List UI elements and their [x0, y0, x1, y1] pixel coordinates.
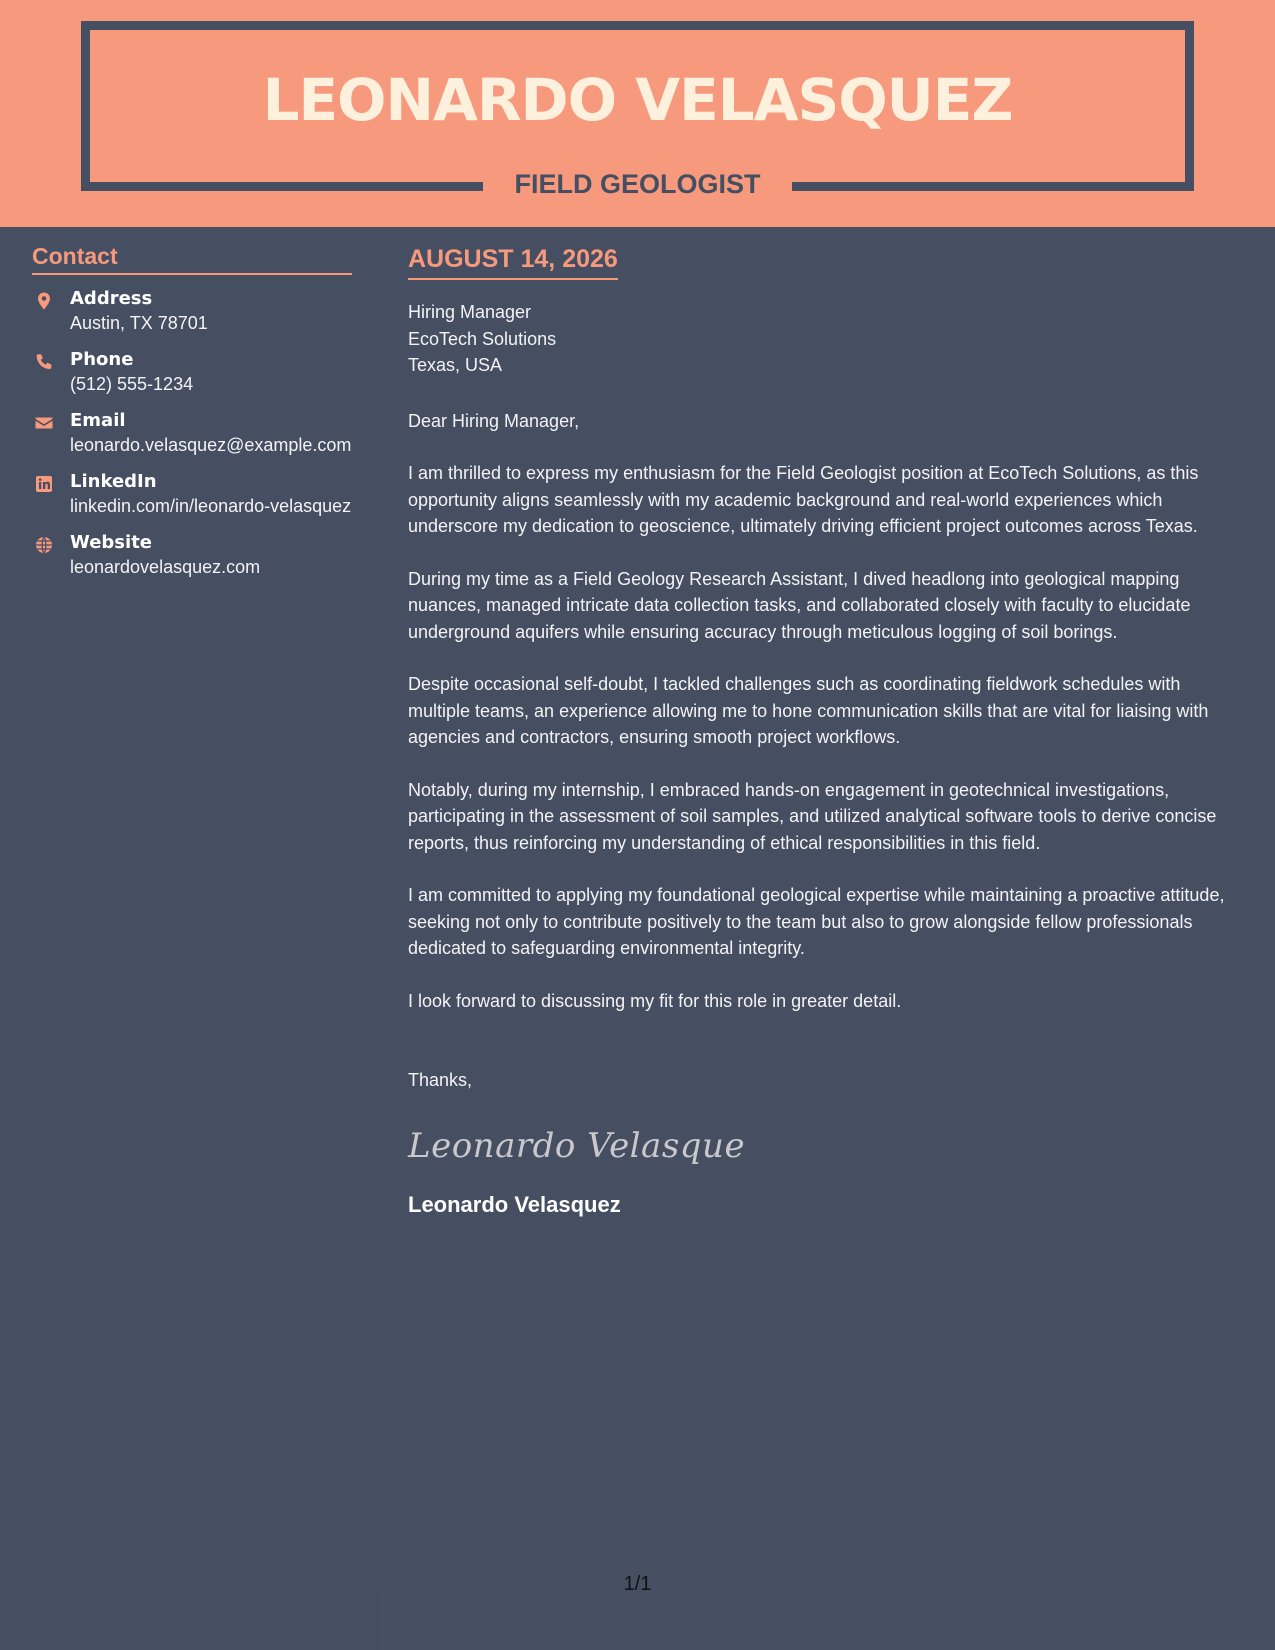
contact-label: Email: [70, 410, 126, 431]
contact-item-email: [32, 409, 352, 457]
body-paragraph: During my time as a Field Geology Research Assistant, I dived headlong into geological mapping nuances, managed intricate data collection tasks, and collaborated closely with faculty to elucidate underground aquifers while ensuring accuracy through meticulous logging of soil borings.: [408, 568, 1191, 642]
page-divider: [382, 1590, 383, 1650]
page-number: 1/1: [623, 1573, 652, 1595]
map-pin-icon: [34, 291, 54, 311]
closing: Thanks,: [408, 1070, 473, 1090]
signer-name: Leonardo Velasquez: [408, 1191, 621, 1217]
body-paragraph: Despite occasional self-doubt, I tackled challenges such as coordinating fieldwork schedules with multiple teams, an experience allowing me to hone communication skills that are vital for liaising with agencies and contractors, ensuring smooth project workflows.: [408, 674, 1209, 747]
candidate-name: LEONARDO VELASQUEZ: [262, 66, 1013, 134]
contact-item-address: [32, 287, 352, 335]
email-value[interactable]: leonardo.velasquez@example.com: [70, 435, 352, 455]
contact-label: LinkedIn: [70, 471, 157, 492]
recipient-line: Hiring Manager: [408, 302, 532, 322]
body-paragraph: I am thrilled to express my enthusiasm for the Field Geologist position at EcoTech Solutions, as this opportunity aligns seamlessly with my academic background and real-world experiences which underscore my dedication to geoscience, ultimately driving efficient project outcomes across Texas.: [408, 463, 1199, 536]
letter-date: AUGUST 14, 2026: [408, 243, 618, 280]
contact-item-linkedin: [32, 470, 352, 518]
contact-sidebar: [32, 241, 352, 592]
website-value[interactable]: leonardovelasquez.com: [70, 557, 261, 577]
linkedin-value[interactable]: linkedin.com/in/leonardo-velasquez: [70, 496, 352, 516]
contact-label: Website: [70, 532, 153, 553]
header-banner: [0, 0, 1275, 227]
handwritten-signature: Leonardo Velasque: [408, 1125, 746, 1166]
body-paragraph: Notably, during my internship, I embraced hands-on engagement in geotechnical investigations, participating in the assessment of soil samples, and utilized analytical software tools to derive concise reports, thus reinforcing my understanding of ethical responsibilities in this field.: [408, 779, 1217, 853]
letter-body: [408, 243, 1246, 1220]
body-paragraph: I am committed to applying my foundational geological expertise while maintaining a proactive attitude, seeking not only to contribute positively to the team but also to grow alongside fellow professionals dedicated to safeguarding environmental integrity.: [408, 885, 1225, 958]
contact-heading: Contact: [32, 241, 352, 275]
body-paragraph: I look forward to discussing my fit for this role in greater detail.: [408, 990, 902, 1011]
contact-label: Phone: [70, 349, 134, 370]
address-value: Austin, TX 78701: [70, 313, 208, 333]
job-title: FIELD GEOLOGIST: [514, 169, 761, 199]
contact-item-phone: [32, 348, 352, 396]
contact-label: Address: [70, 288, 153, 309]
recipient-line: Texas, USA: [408, 355, 503, 375]
recipient-line: EcoTech Solutions: [408, 328, 557, 349]
envelope-icon: [34, 413, 54, 433]
linkedin-icon: [34, 474, 54, 494]
phone-value: (512) 555-1234: [70, 374, 194, 394]
phone-icon: [34, 352, 54, 372]
salutation: Dear Hiring Manager,: [408, 410, 580, 431]
contact-item-website: [32, 531, 352, 579]
globe-icon: [34, 535, 54, 555]
recipient-block: [408, 299, 1246, 379]
